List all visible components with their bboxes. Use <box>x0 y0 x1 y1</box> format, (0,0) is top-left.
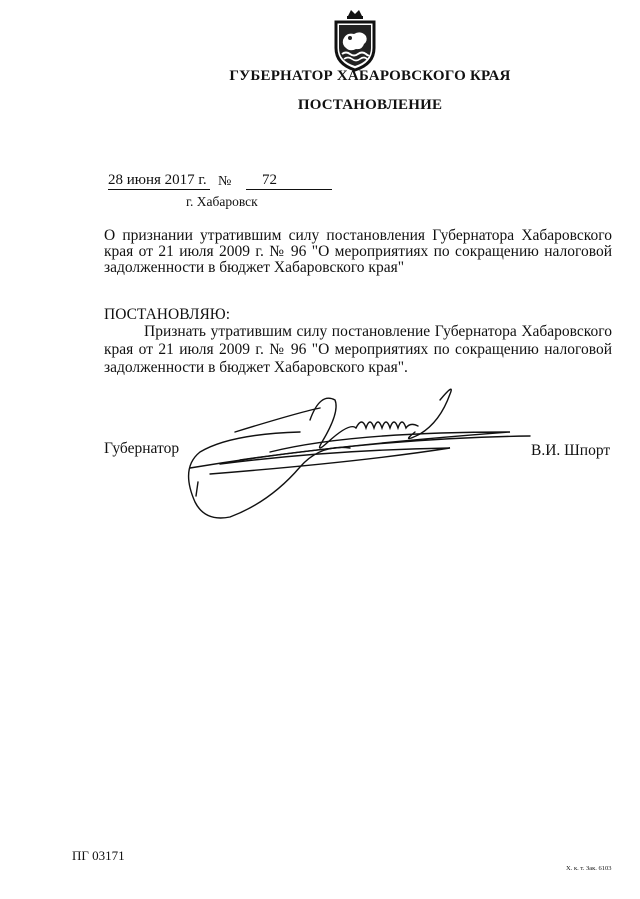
print-code: Х. к. т. Зак. 6103 <box>566 865 612 872</box>
document-city: г. Хабаровск <box>186 194 258 209</box>
coat-of-arms-icon <box>328 8 382 74</box>
document-date: 28 июня 2017 г. <box>108 172 210 190</box>
resolve-heading: ПОСТАНОВЛЯЮ: <box>104 306 231 323</box>
number-sign: № <box>218 174 232 189</box>
form-code: ПГ 03171 <box>72 848 125 863</box>
handwritten-signature <box>150 372 550 532</box>
document-subject: О признании утратившим силу постановления Губернатора Хабаровского края от 21 июля 2009 г. № 96 "О мероприятиях по сокращению налоговой задолженности в бюджет Хабаровского края" <box>104 227 612 276</box>
document-number: 72 <box>246 172 332 190</box>
signatory-title: Губернатор <box>104 440 180 457</box>
document-type: ПОСТАНОВЛЕНИЕ <box>297 97 443 113</box>
signatory-name: В.И. Шпорт <box>531 442 611 459</box>
resolution-paragraph: Признать утратившим силу постановление Губернатора Хабаровского края от 21 июля 2009 г. № 96 "О мероприятиях по сокращению налоговой задолженности в бюджет Хабаровского края". <box>104 323 612 376</box>
issuing-authority: ГУБЕРНАТОР ХАБАРОВСКОГО КРАЯ <box>229 68 511 84</box>
